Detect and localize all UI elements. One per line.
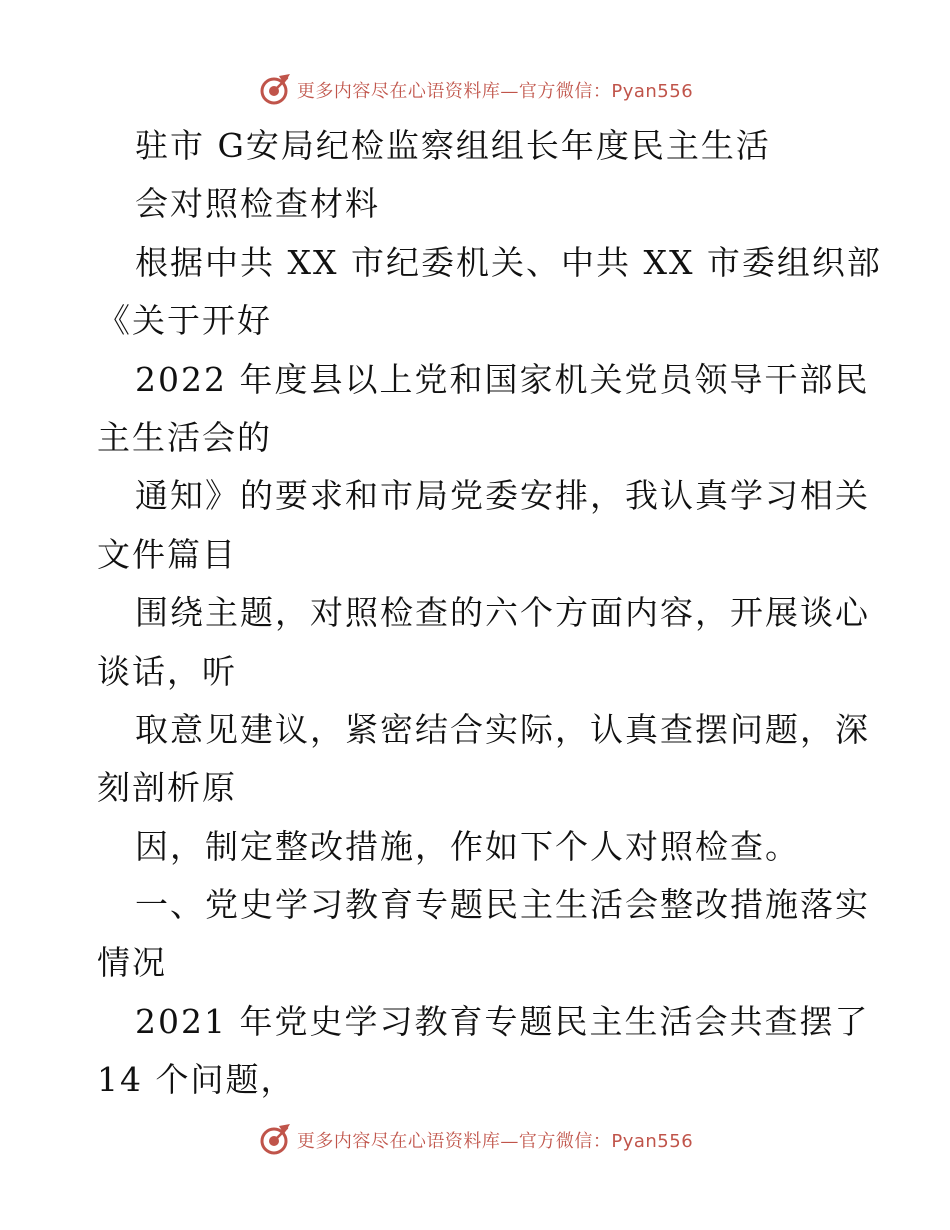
text-line: 刻剖析原 <box>97 768 237 808</box>
text-line: 2021 年党史学习教育专题民主生活会共查摆了 <box>135 1001 870 1041</box>
text-line: 围绕主题，对照检查的六个方面内容，开展谈心 <box>135 593 870 633</box>
quill-seal-logo <box>257 1122 293 1158</box>
watermark-banner-top <box>0 70 950 110</box>
text-line: 《关于开好 <box>97 301 272 341</box>
text-line: 情况 <box>97 943 167 983</box>
text-line: 因，制定整改措施，作如下个人对照检查。 <box>135 826 800 866</box>
text-line: 2022 年度县以上党和国家机关党员领导干部民 <box>135 359 870 399</box>
watermark-handle: Pyan556 <box>611 81 694 102</box>
text-line: 取意见建议，紧密结合实际，认真查摆问题，深 <box>135 709 870 749</box>
text-line: 会对照检查材料 <box>135 184 380 224</box>
text-line: 14 个问题， <box>97 1060 296 1100</box>
watermark-handle: Pyan556 <box>611 1131 694 1152</box>
document-body <box>97 117 882 1110</box>
text-line: 谈话，听 <box>97 651 237 691</box>
text-line: 一、党史学习教育专题民主生活会整改措施落实 <box>135 885 870 925</box>
watermark-banner-bottom <box>0 1120 950 1160</box>
text-line: 根据中共 XX 市纪委机关、中共 XX 市委组织部 <box>135 242 882 282</box>
text-line: 驻市 G安局纪检监察组组长年度民主生活 <box>135 126 771 165</box>
watermark-text: 更多内容尽在心语资料库—官方微信：Pyan556 <box>296 81 694 102</box>
text-line: 文件篇目 <box>97 534 237 574</box>
watermark-text: 更多内容尽在心语资料库—官方微信：Pyan556 <box>296 1131 694 1152</box>
quill-seal-logo <box>257 72 293 108</box>
text-line: 主生活会的 <box>97 417 272 457</box>
text-line: 通知》的要求和市局党委安排，我认真学习相关 <box>135 476 870 516</box>
